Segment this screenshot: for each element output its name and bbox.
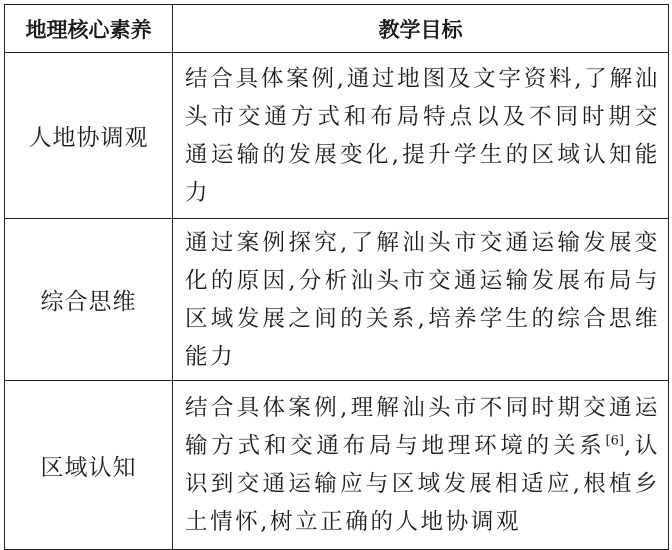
header-goal: 教学目标 xyxy=(173,5,669,53)
table-row xyxy=(5,219,669,381)
table-header-row xyxy=(5,5,669,53)
literacy-cell: 人地协调观 xyxy=(5,53,173,219)
goal-cell xyxy=(173,381,669,550)
table-row xyxy=(5,53,669,219)
table-row xyxy=(5,381,669,550)
goal-text-after: ,认识到交通运输应与区域发展相适应,根植乡土情怀,树立正确的人地协调观 xyxy=(185,433,660,535)
header-literacy: 地理核心素养 xyxy=(5,5,173,53)
goal-cell: 结合具体案例,通过地图及文字资料,了解汕头市交通方式和布局特点以及不同时期交通运输的发展变化,提升学生的区域认知能力 xyxy=(173,53,669,219)
teaching-goals-table xyxy=(4,4,669,550)
literacy-cell: 区域认知 xyxy=(5,381,173,550)
citation-marker: [6] xyxy=(605,433,624,449)
literacy-cell: 综合思维 xyxy=(5,219,173,381)
goal-text-before: 结合具体案例,理解汕头市不同时期交通运输方式和交通布局与地理环境的关系 xyxy=(185,395,660,459)
goal-cell: 通过案例探究,了解汕头市交通运输发展变化的原因,分析汕头市交通运输发展布局与区域发展之间的关系,培养学生的综合思维能力 xyxy=(173,219,669,381)
